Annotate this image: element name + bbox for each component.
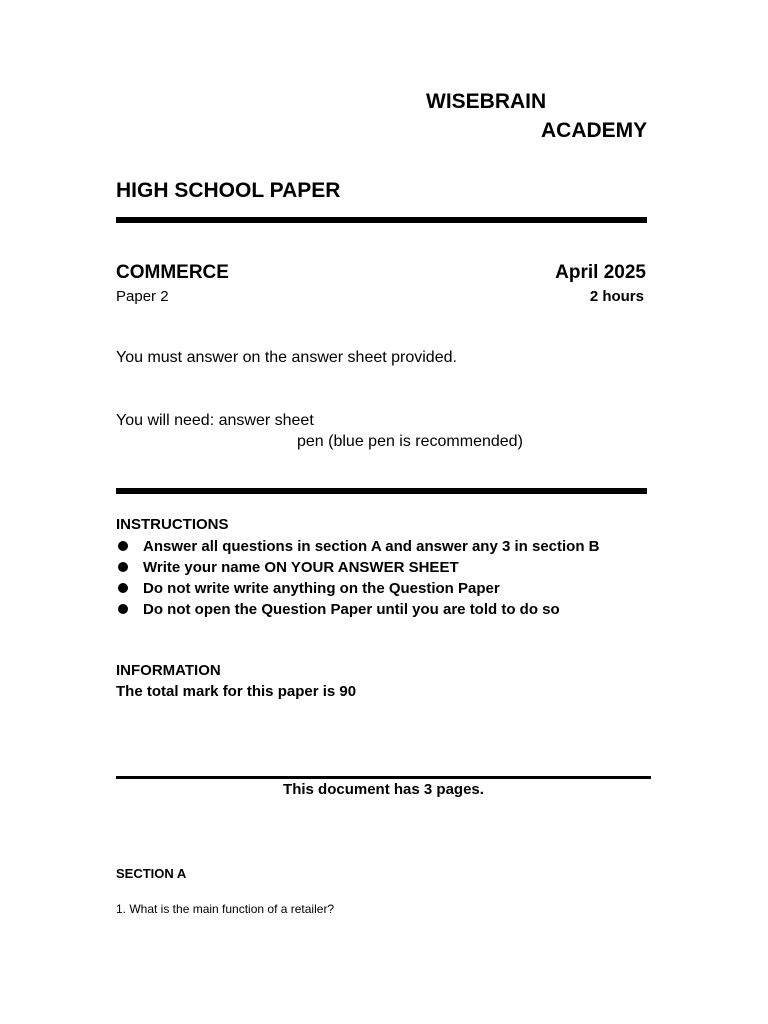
divider-top	[116, 217, 647, 223]
bullet-icon	[118, 562, 128, 572]
instruction-item	[116, 558, 600, 579]
exam-duration: 2 hours	[589, 288, 644, 305]
answer-sheet-note: You must answer on the answer sheet provided.	[116, 349, 457, 366]
exam-date: April 2025	[555, 262, 646, 283]
instruction-text: Do not write write anything on the Question Paper	[143, 580, 500, 597]
paper-number: Paper 2	[116, 288, 169, 305]
school-name-line1: WISEBRAIN	[426, 90, 547, 113]
instruction-text: Do not open the Question Paper until you are told to do so	[143, 601, 560, 618]
bullet-icon	[118, 541, 128, 551]
instruction-item	[116, 537, 600, 558]
materials-needed: You will need: answer sheet	[116, 412, 314, 429]
paper-type-title: HIGH SCHOOL PAPER	[116, 179, 341, 202]
bullet-icon	[118, 604, 128, 614]
section-a-heading: SECTION A	[116, 866, 187, 881]
materials-needed-pen: pen (blue pen is recommended)	[297, 433, 523, 450]
instruction-item	[116, 600, 600, 621]
instruction-text: Write your name ON YOUR ANSWER SHEET	[143, 559, 459, 576]
information-heading: INFORMATION	[116, 662, 221, 679]
instruction-item	[116, 579, 600, 600]
instructions-list	[116, 537, 600, 621]
school-name-line2: ACADEMY	[541, 119, 648, 142]
divider-bottom	[116, 776, 651, 779]
total-mark-text: The total mark for this paper is 90	[116, 683, 357, 700]
question-1: 1. What is the main function of a retailer?	[116, 902, 335, 916]
bullet-icon	[118, 583, 128, 593]
subject-title: COMMERCE	[116, 262, 229, 283]
instructions-heading: INSTRUCTIONS	[116, 516, 229, 533]
instruction-text: Answer all questions in section A and answer any 3 in section B	[143, 538, 600, 555]
divider-middle	[116, 488, 647, 494]
page-count-note: This document has 3 pages.	[283, 781, 484, 798]
